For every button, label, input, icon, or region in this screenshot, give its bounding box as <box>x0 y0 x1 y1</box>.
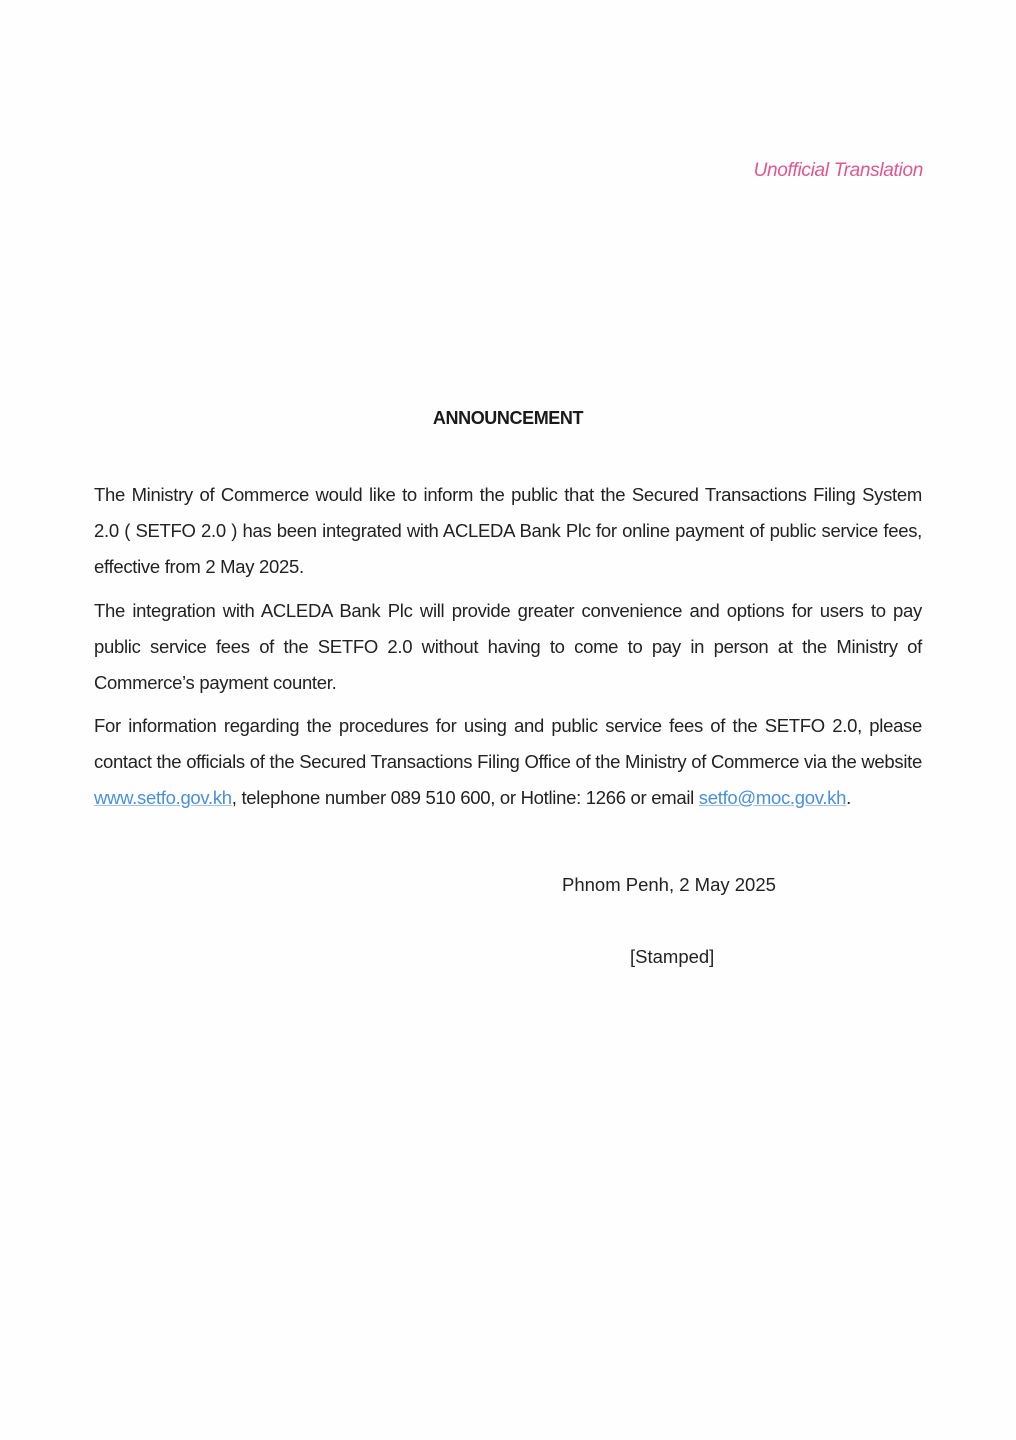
contact-text-phone: , telephone number 089 510 600, or Hotline: 1266 or email <box>231 786 699 808</box>
place-and-date: Phnom Penh, 2 May 2025 <box>562 874 776 895</box>
contact-text-intro: For information regarding the procedures for using and public service fees of the SETFO 2.0, please contact the officials of the Secured Transactions Filing Office of the Ministry of Commerce via the website <box>94 714 922 772</box>
unofficial-translation-note: Unofficial Translation <box>753 160 923 181</box>
announcement-title: ANNOUNCEMENT <box>432 408 584 428</box>
paragraph-convenience: The integration with ACLEDA Bank Plc will provide greater convenience and options for users to pay public service fees of the SETFO 2.0 without having to come to pay in person at the Ministry of Commerce’s payment counter. <box>94 599 922 693</box>
stamp-note: [Stamped] <box>630 946 715 967</box>
paragraph-integration-notice: The Ministry of Commerce would like to inform the public that the Secured Transactions Filing System 2.0 ( SETFO 2.0 ) has been integrated with ACLEDA Bank Plc for online payment of public service fees, effective from 2 May 2025. <box>94 483 922 577</box>
paragraph-contact-info <box>94 708 922 816</box>
website-link[interactable]: www.setfo.gov.kh <box>94 786 232 808</box>
email-link[interactable]: setfo@moc.gov.kh <box>698 786 847 808</box>
contact-text-end: . <box>846 786 851 808</box>
